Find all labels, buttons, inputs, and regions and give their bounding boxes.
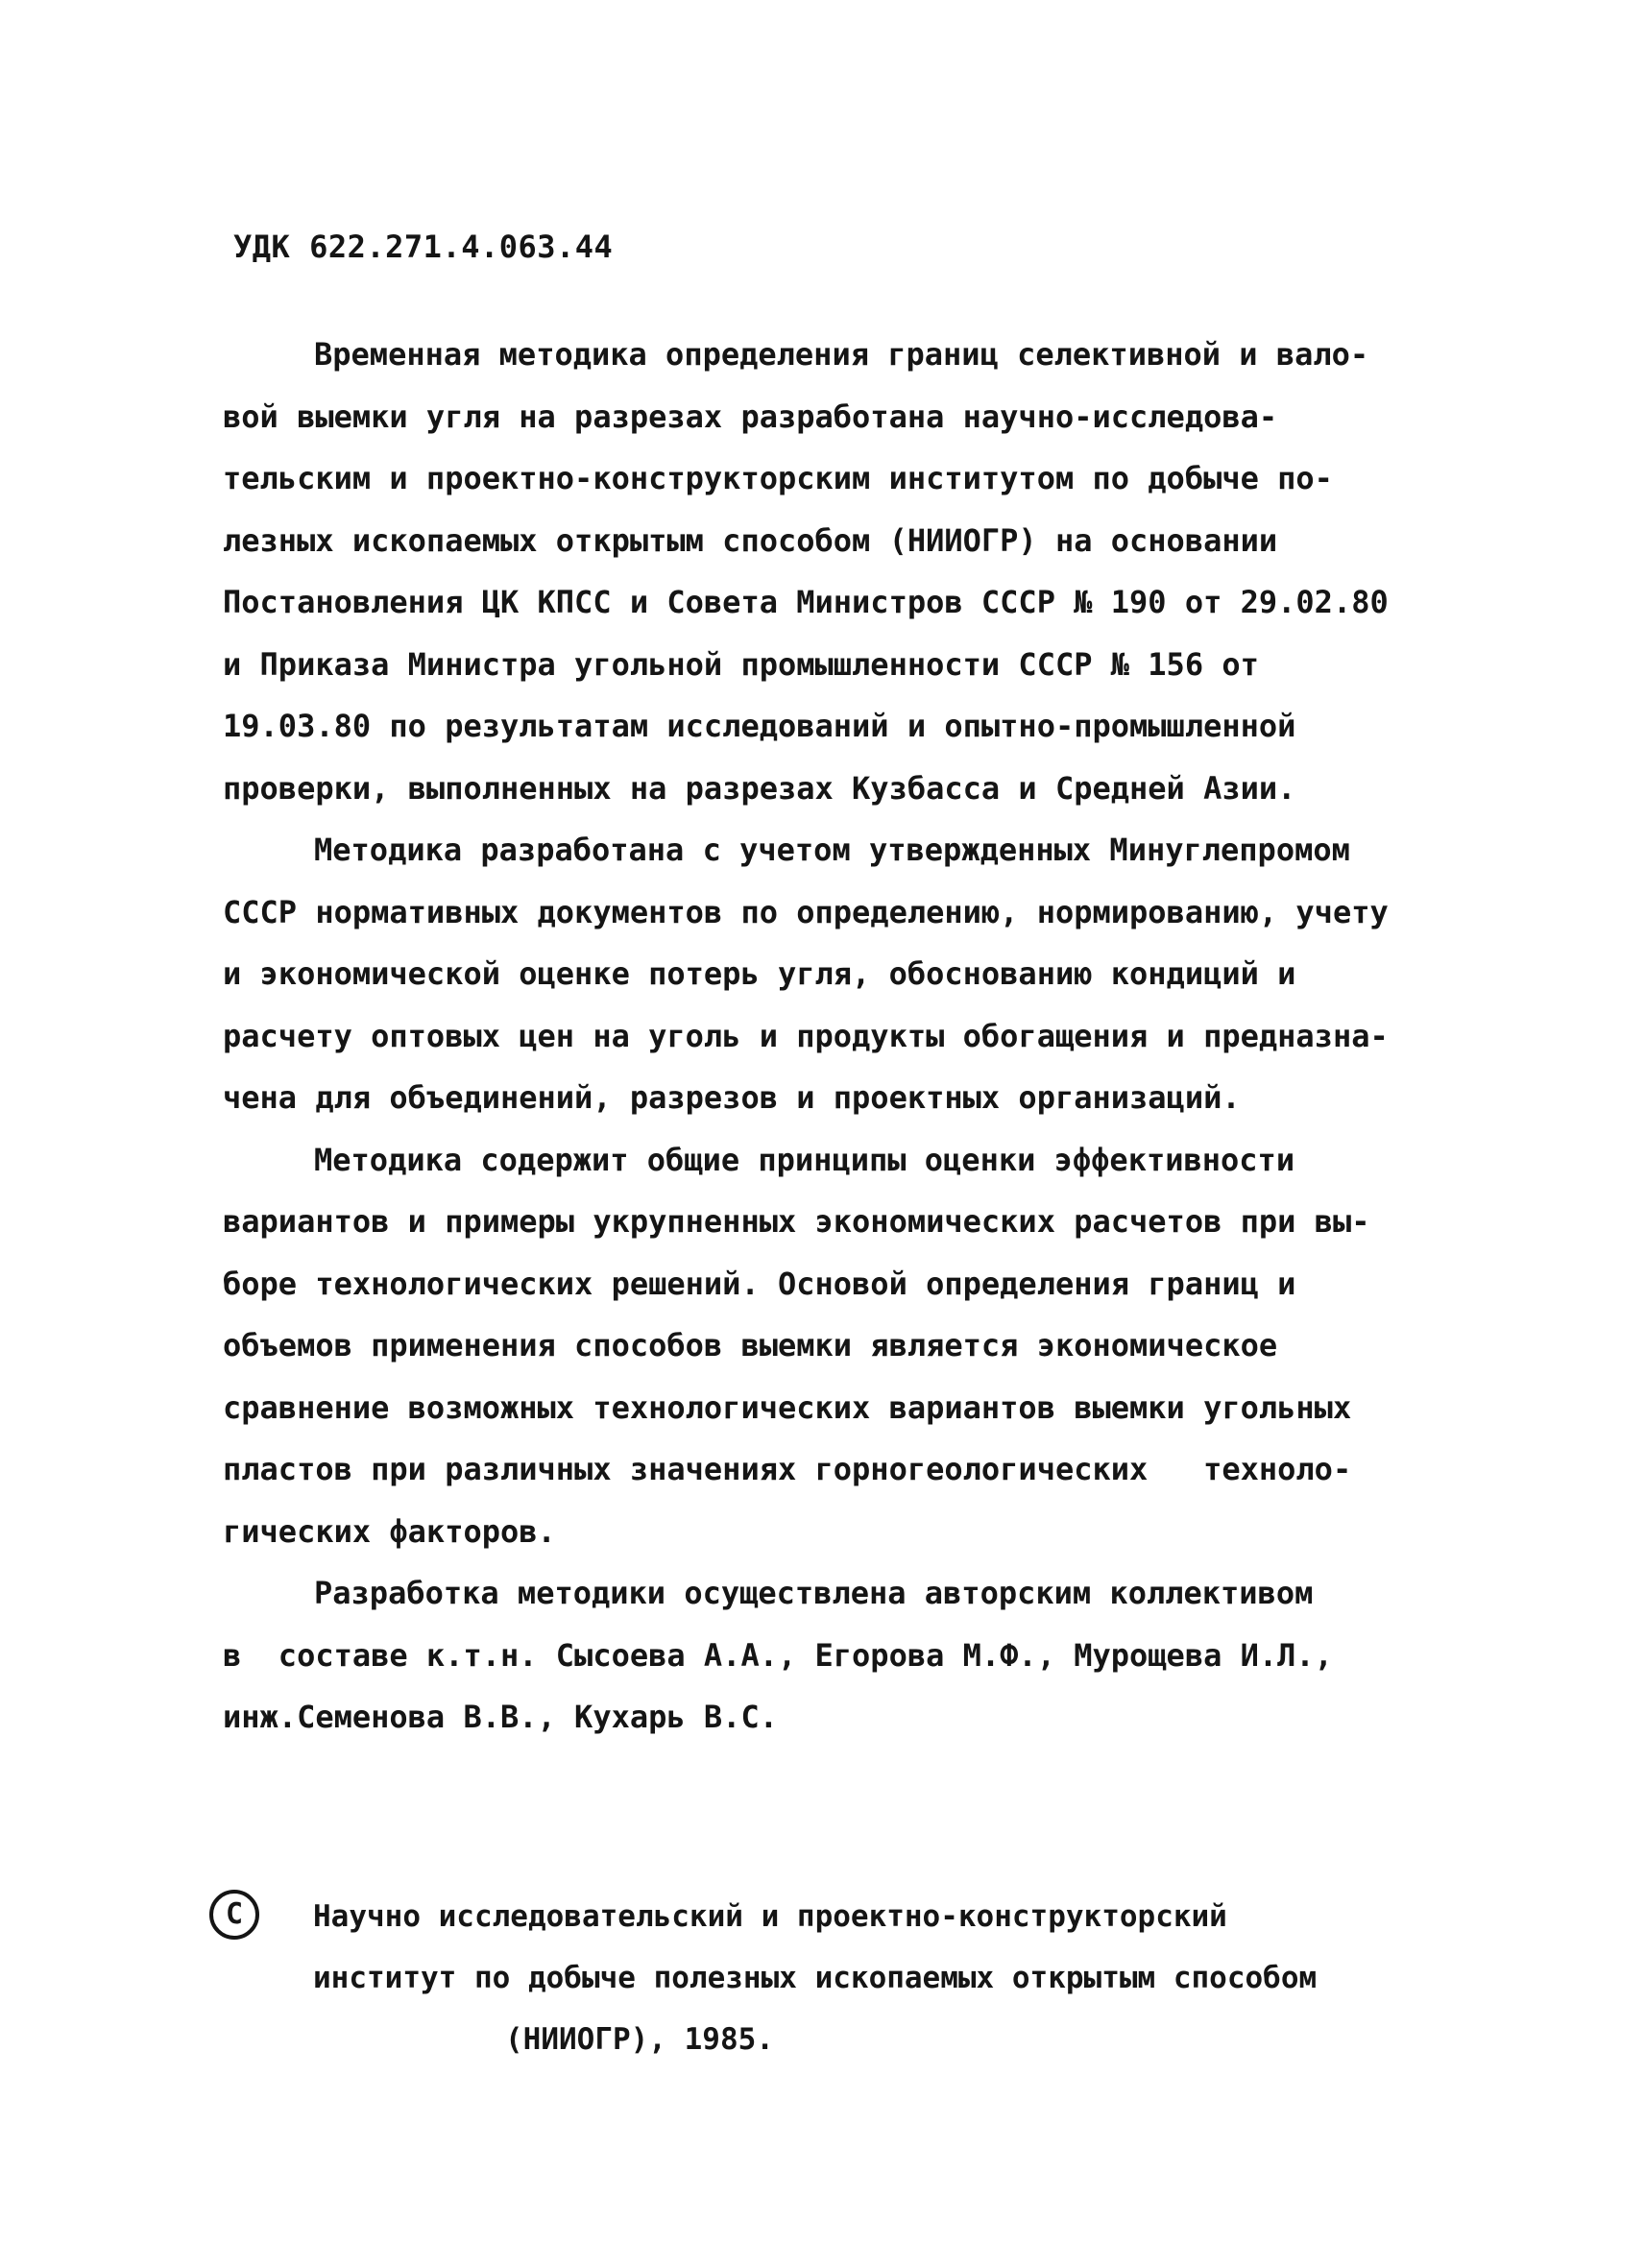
text-line: в составе к.т.н. Сысоева А.А., Егорова М.Ф., Мурощева И.Л., — [223, 1636, 1333, 1674]
paragraph-3 — [223, 1129, 1442, 1563]
text-line: расчету оптовых цен на уголь и продукты обогащения и предназна- — [223, 1017, 1389, 1054]
text-line: СССР нормативных документов по определению, нормированию, учету — [223, 893, 1389, 930]
text-line: 19.03.80 по результатам исследований и опытно-промышленной — [223, 708, 1296, 744]
text-line: Постановления ЦК КПСС и Совета Министров СССР № 190 от 29.02.80 — [223, 584, 1389, 620]
text-line: тельским и проектно-конструкторским институтом по добыче по- — [223, 460, 1333, 496]
text-line: чена для объединений, разрезов и проектных организаций. — [223, 1079, 1241, 1116]
text-line: объемов применения способов выемки является экономическое — [223, 1327, 1278, 1363]
text-line: и Приказа Министра угольной промышленности СССР № 156 от — [223, 645, 1259, 683]
text-line: Научно исследовательский и проектно-конструкторский — [313, 1899, 1227, 1934]
copyright-text — [313, 1886, 1446, 2070]
document-body — [223, 324, 1442, 1749]
text-line: Методика разработана с учетом утвержденных Минуглепромом — [314, 832, 1350, 868]
paragraph-4 — [223, 1562, 1442, 1749]
text-line: сравнение возможных технологических вариантов выемки угольных — [223, 1388, 1352, 1426]
text-line: (НИИОГР), 1985. — [505, 2022, 774, 2057]
text-line: Временная методика определения границ селективной и вало- — [314, 336, 1369, 373]
text-line: и экономической оценке потерь угля, обоснованию кондиций и — [223, 955, 1296, 992]
text-line: Методика содержит общие принципы оценки эффективности — [314, 1141, 1295, 1178]
text-line: проверки, выполненных на разрезах Кузбасса и Средней Азии. — [223, 769, 1296, 807]
paragraph-1 — [223, 324, 1442, 819]
udk-code: УДК 622.271.4.063.44 — [233, 229, 614, 265]
text-line: инж.Семенова В.В., Кухарь В.С. — [223, 1699, 778, 1735]
copyright-icon: С — [209, 1890, 259, 1940]
text-line: гических факторов. — [223, 1512, 556, 1550]
text-line: лезных ископаемых открытым способом (НИИОГР) на основании — [223, 521, 1278, 559]
text-line: вой выемки угля на разрезах разработана научно-исследова- — [223, 398, 1278, 435]
paragraph-2 — [223, 819, 1442, 1129]
text-line: боре технологических решений. Основой определения границ и — [223, 1265, 1296, 1302]
text-line: Разработка методики осуществлена авторским коллективом — [314, 1575, 1314, 1611]
text-line: институт по добыче полезных ископаемых открытым способом — [313, 1961, 1318, 1995]
text-line: пластов при различных значениях горногеологических техноло- — [223, 1451, 1352, 1487]
text-line: вариантов и примеры укрупненных экономических расчетов при вы- — [223, 1203, 1370, 1240]
